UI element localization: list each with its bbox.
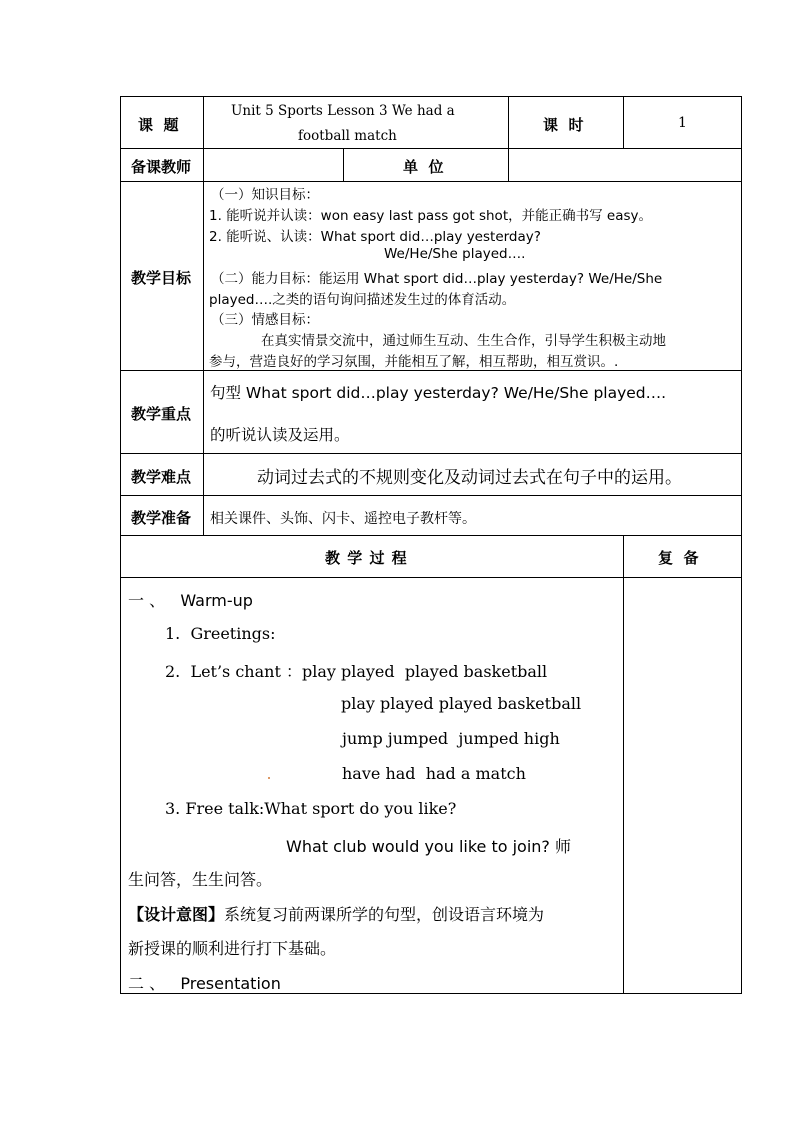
chant-line: play played played basketball bbox=[341, 694, 582, 713]
label-teacher: 备课教师 bbox=[131, 158, 192, 176]
key-points-line2: 的听说认读及运用。 bbox=[210, 426, 350, 444]
row-divider bbox=[120, 148, 742, 149]
key-points-line1: 句型 What sport did…play yesterday? We/He/She played…. bbox=[210, 384, 667, 402]
objective-line: （二）能力目标：能运用 What sport did…play yesterday? We/He/She bbox=[211, 271, 663, 287]
objective-line: （三）情感目标： bbox=[211, 312, 319, 328]
design-intent-text: 系统复习前两课所学的句型，创设语言环境为 bbox=[224, 905, 545, 924]
objective-line: 1. 能听说并认读：won easy last pass got shot，并能正确书写 easy。 bbox=[209, 208, 653, 224]
col-divider bbox=[508, 96, 509, 149]
topic-line2: football match bbox=[298, 128, 397, 144]
label-difficulties: 教学难点 bbox=[131, 468, 192, 486]
col-divider bbox=[203, 96, 204, 535]
process-header: 教 学 过 程 bbox=[325, 549, 408, 567]
chant-line: have had had a match bbox=[342, 764, 526, 783]
row-divider bbox=[120, 577, 742, 578]
objective-line: We/He/She played…. bbox=[384, 246, 526, 262]
design-intent-text2: 新授课的顺利进行打下基础。 bbox=[128, 939, 337, 958]
difficulties-text: 动词过去式的不规则变化及动词过去式在句子中的运用。 bbox=[257, 468, 682, 488]
row-divider bbox=[120, 181, 742, 182]
border-left bbox=[120, 96, 121, 994]
preparation-text: 相关课件、头饰、闪卡、遥控电子教杆等。 bbox=[210, 511, 476, 527]
border-right bbox=[741, 96, 742, 994]
process-body bbox=[128, 588, 620, 993]
topic-line1: Unit 5 Sports Lesson 3 We had a bbox=[231, 103, 455, 119]
col-divider bbox=[343, 148, 344, 182]
objective-line: 在真实情景交流中，通过师生互动、生生合作，引导学生积极主动地 bbox=[261, 333, 666, 349]
item-free-talk: 3. Free talk:What sport do you like? bbox=[165, 799, 457, 818]
chant-line: jump jumped jumped high bbox=[342, 729, 560, 748]
row-divider bbox=[120, 370, 742, 371]
design-intent-label: 【设计意图】 bbox=[128, 905, 225, 924]
label-objectives: 教学目标 bbox=[131, 269, 192, 287]
col-divider bbox=[623, 535, 624, 994]
label-key-points: 教学重点 bbox=[131, 405, 192, 423]
notes-header: 复 备 bbox=[658, 549, 699, 567]
objective-line: （一）知识目标： bbox=[211, 187, 319, 203]
label-period: 课 时 bbox=[543, 116, 584, 134]
col-divider bbox=[623, 96, 624, 149]
label-unit: 单 位 bbox=[403, 158, 444, 176]
item-chant: 2. Let’s chant ：play played played basketball bbox=[165, 662, 548, 681]
label-topic: 课 题 bbox=[138, 116, 179, 134]
row-divider bbox=[120, 495, 742, 496]
period-value: 1 bbox=[678, 115, 687, 131]
objective-line: 参与，营造良好的学习氛围，并能相互了解，相互帮助，相互赏识。. bbox=[209, 354, 619, 370]
objective-line: played….之类的语句询问描述发生过的体育活动。 bbox=[209, 292, 516, 308]
section-presentation: 二 、 Presentation bbox=[128, 974, 281, 993]
border-top bbox=[120, 96, 742, 97]
item-greetings: 1. Greetings: bbox=[165, 624, 276, 643]
label-preparation: 教学准备 bbox=[131, 509, 192, 527]
row-divider bbox=[120, 535, 742, 536]
section-warmup: 一 、 Warm-up bbox=[128, 591, 253, 610]
row-divider bbox=[120, 453, 742, 454]
objective-line: 2. 能听说、认读：What sport did…play yesterday? bbox=[209, 229, 541, 245]
free-talk-note: 生问答，生生问答。 bbox=[128, 870, 273, 889]
design-intent bbox=[128, 902, 544, 925]
dot-mark bbox=[268, 777, 270, 779]
col-divider bbox=[508, 148, 509, 182]
free-talk-question: What club would you like to join? 师 bbox=[286, 837, 572, 856]
